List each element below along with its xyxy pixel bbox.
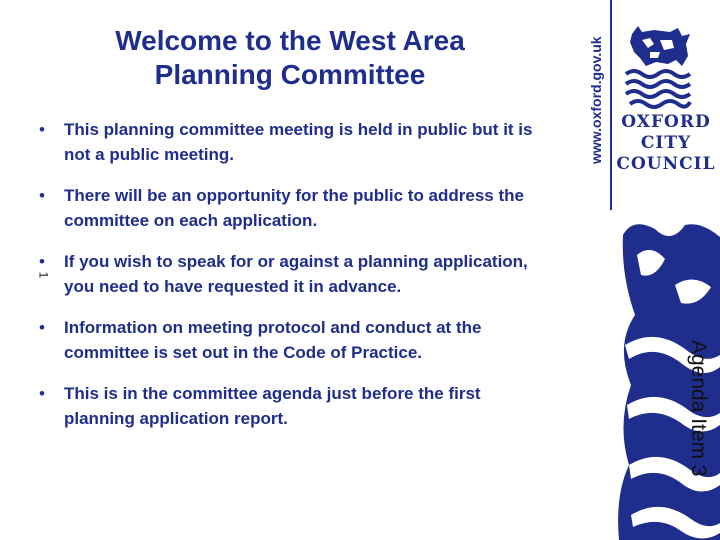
bullet-text: There will be an opportunity for the public to address the committee on each application.	[64, 186, 524, 230]
bullet-item	[36, 118, 546, 167]
title-line-2: Planning Committee	[154, 59, 426, 90]
bullet-text: This is in the committee agenda just before the first planning application report.	[64, 384, 481, 428]
title-line-1: Welcome to the West Area	[115, 25, 465, 56]
bullet-list	[36, 118, 546, 448]
bullet-text: Information on meeting protocol and conduct at the committee is set out in the Code of Practice.	[64, 318, 482, 362]
council-line-2: CITY	[640, 133, 692, 153]
branding-divider	[610, 0, 612, 210]
page-number: 1	[36, 271, 51, 279]
bullet-dot: •	[39, 384, 45, 403]
bullet-item	[36, 382, 546, 431]
page-title	[40, 24, 540, 92]
bullet-item	[36, 184, 546, 233]
bullet-text: This planning committee meeting is held in public but it is not a public meeting.	[64, 120, 533, 164]
council-line-1: OXFORD	[621, 112, 711, 132]
bullet-dot: •	[39, 120, 45, 139]
bullet-dot: •	[39, 186, 45, 205]
council-wordmark	[612, 112, 720, 175]
ox-and-water-crest-icon	[620, 22, 700, 110]
bullet-text: If you wish to speak for or against a planning application, you need to have requested it in advance.	[64, 252, 528, 296]
agenda-item-label: Agenda Item 3	[687, 340, 710, 477]
bullet-item	[36, 316, 546, 365]
bullet-dot: •	[39, 318, 45, 337]
council-website-url: www.oxford.gov.uk	[588, 36, 604, 164]
bullet-item	[36, 250, 546, 299]
bullet-dot: •	[39, 252, 45, 271]
council-line-3: COUNCIL	[616, 154, 716, 174]
